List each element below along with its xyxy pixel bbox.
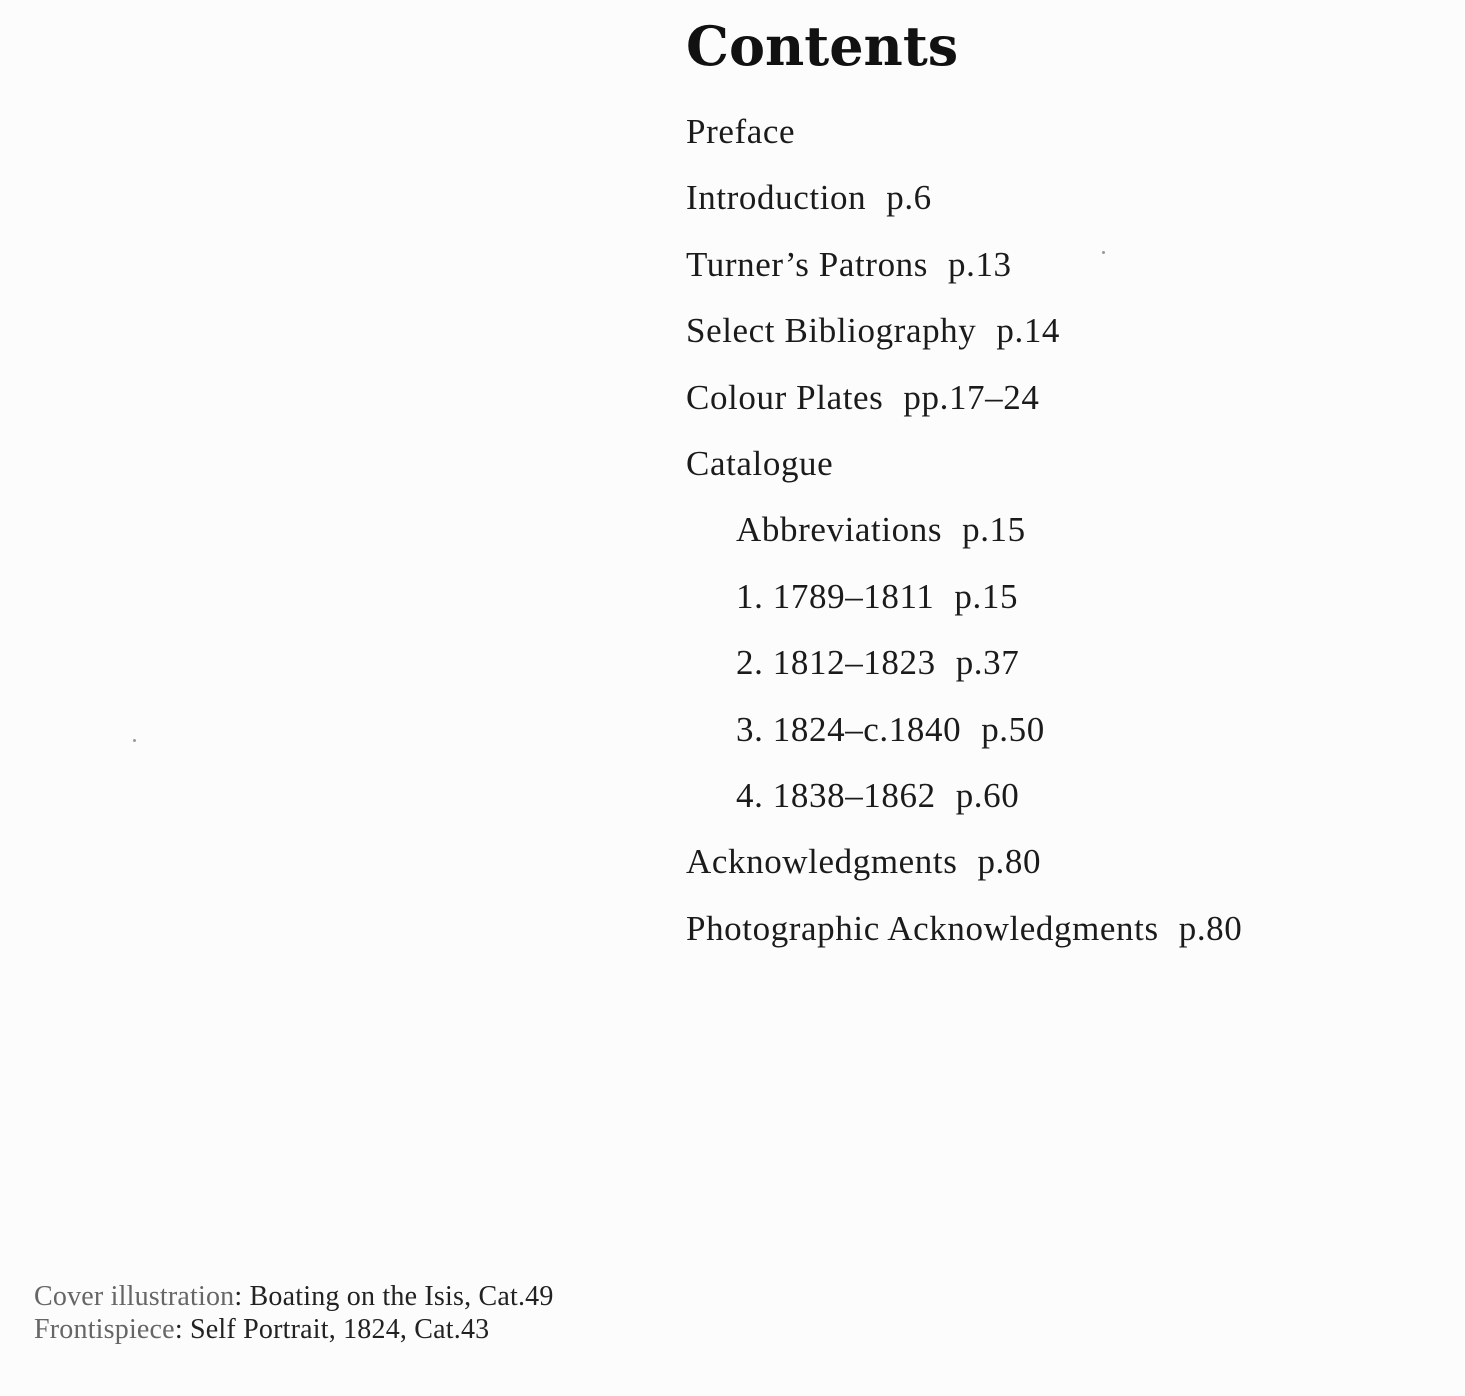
toc-entry bbox=[686, 573, 1242, 639]
toc-entry bbox=[686, 174, 1242, 240]
toc-entry-title: 2. 1812–1823 bbox=[736, 643, 936, 683]
cover-credit-text: : Boating on the Isis, Cat.49 bbox=[234, 1281, 554, 1312]
toc-entry-page: p.60 bbox=[955, 775, 1020, 815]
toc-entry-title: Catalogue bbox=[686, 443, 834, 483]
toc-entry bbox=[686, 506, 1242, 572]
page-title: Contents bbox=[686, 14, 959, 78]
toc-entry-title: 3. 1824–c.1840 bbox=[736, 709, 962, 749]
toc-entry bbox=[686, 307, 1242, 373]
toc-entry-title: Abbreviations bbox=[736, 510, 943, 550]
toc-entry-page: p.6 bbox=[886, 178, 932, 218]
toc-entry-title: Introduction bbox=[686, 178, 867, 218]
toc-entry-page: p.14 bbox=[996, 311, 1061, 351]
toc-entry bbox=[686, 706, 1242, 772]
toc-entry bbox=[686, 440, 1242, 506]
toc-entry-page: p.80 bbox=[1178, 908, 1243, 948]
table-of-contents bbox=[686, 108, 1242, 971]
cover-credit-label: Cover illustration bbox=[34, 1281, 235, 1312]
cover-credit bbox=[34, 1280, 554, 1313]
toc-entry-title: Preface bbox=[686, 112, 796, 151]
toc-entry bbox=[686, 241, 1242, 307]
frontispiece-credit bbox=[34, 1313, 554, 1346]
illustration-credits bbox=[34, 1280, 554, 1346]
frontispiece-credit-label: Frontispiece bbox=[34, 1314, 175, 1345]
toc-entry bbox=[686, 838, 1242, 904]
toc-entry-title: Turner’s Patrons bbox=[686, 244, 928, 284]
toc-entry-title: Photographic Acknowledgments bbox=[686, 908, 1159, 948]
toc-entry bbox=[686, 905, 1242, 971]
toc-entry-title: 4. 1838–1862 bbox=[736, 775, 936, 815]
toc-entry bbox=[686, 639, 1242, 705]
toc-entry-page: p.37 bbox=[955, 643, 1020, 683]
frontispiece-credit-text: : Self Portrait, 1824, Cat.43 bbox=[174, 1314, 490, 1345]
toc-entry-page: pp.17–24 bbox=[903, 377, 1040, 417]
paper-speck bbox=[133, 739, 136, 742]
toc-entry bbox=[686, 374, 1242, 440]
toc-entry-page: p.15 bbox=[962, 510, 1026, 550]
paper-speck bbox=[1102, 251, 1105, 254]
toc-entry-title: Acknowledgments bbox=[686, 842, 958, 882]
toc-entry-page: p.15 bbox=[954, 576, 1019, 616]
toc-entry-title: 1. 1789–1811 bbox=[736, 576, 935, 616]
toc-entry-title: Select Bibliography bbox=[686, 311, 977, 351]
toc-entry-page: p.80 bbox=[977, 842, 1042, 882]
toc-entry-page: p.50 bbox=[981, 709, 1045, 749]
toc-entry-page: p.13 bbox=[948, 244, 1012, 284]
toc-entry bbox=[686, 108, 1242, 174]
toc-entry bbox=[686, 772, 1242, 838]
toc-entry-title: Colour Plates bbox=[686, 377, 884, 417]
